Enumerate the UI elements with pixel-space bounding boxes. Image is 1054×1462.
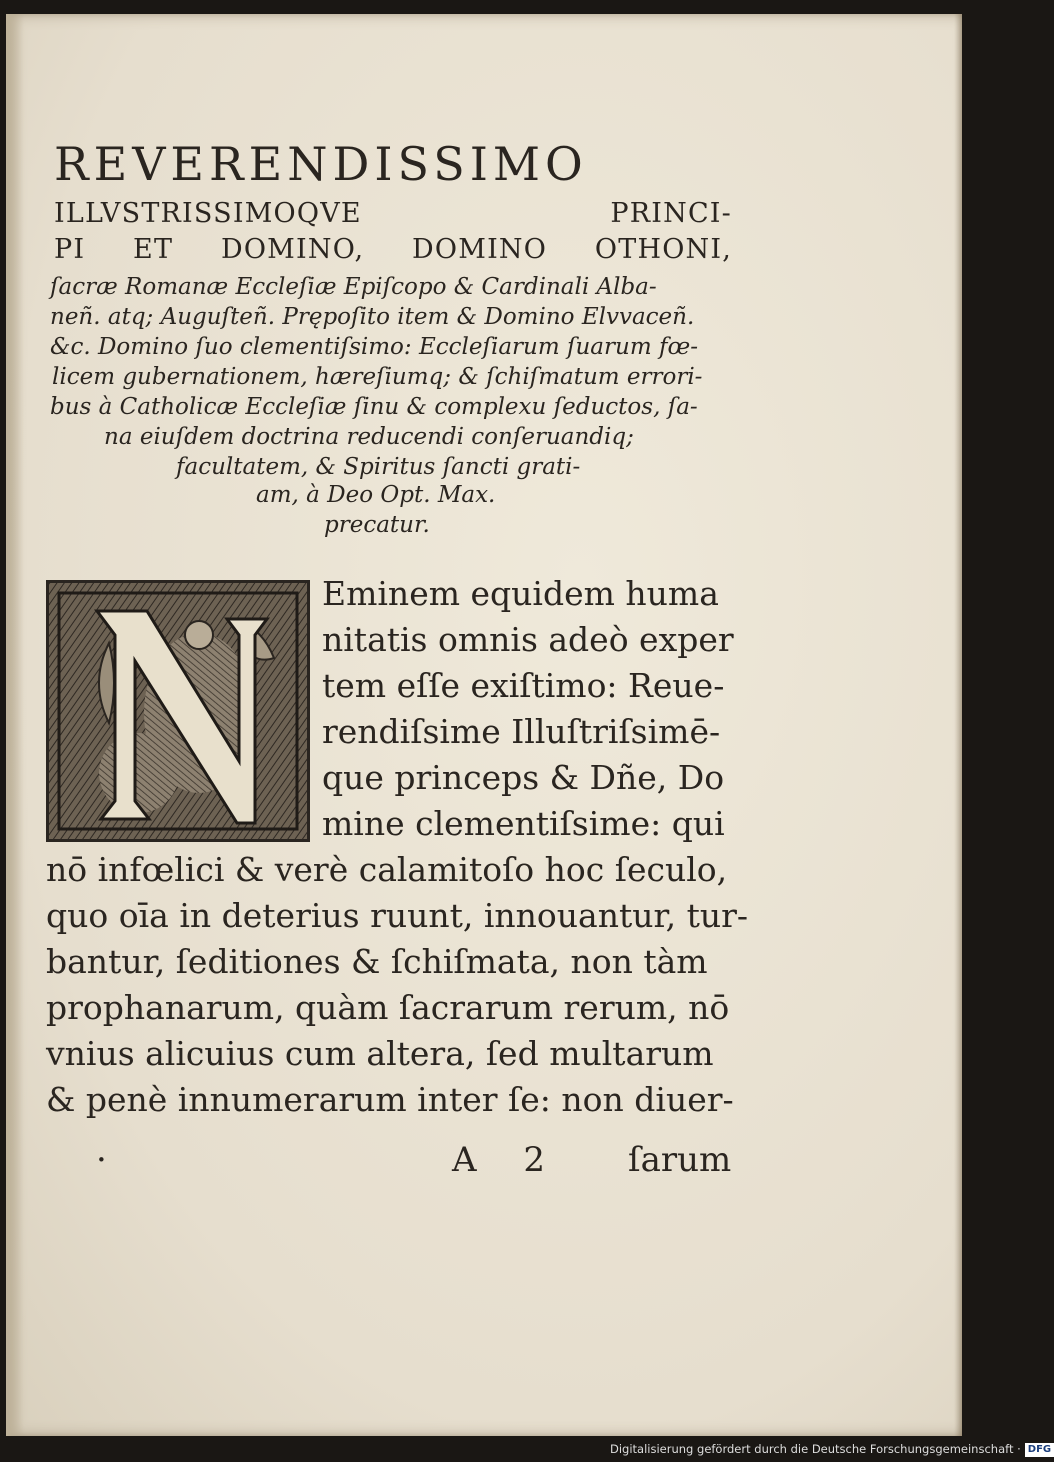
heading-line-3: PI ET DOMINO, DOMINO OTHONI, — [54, 234, 732, 265]
body-line-6: mine clementiſsime: qui — [322, 804, 725, 843]
heading-line-11: am, à Deo Opt. Max. — [256, 482, 496, 508]
woodcut-initial-letter-icon — [46, 580, 310, 842]
body-line-2: nitatis omnis adeò exper — [322, 620, 734, 659]
body-line-7: nō infœlici & verè calamitoſo hoc ſeculo, — [46, 850, 728, 889]
heading-line-2: ILLVSTRISSIMOQVE PRINCI- — [54, 198, 732, 229]
body-line-5: que princeps & Dñe, Do — [322, 758, 725, 797]
body-line-8: quo oīa in deterius ruunt, innouantur, tur- — [46, 896, 749, 935]
footer-text: Digitalisierung gefördert durch die Deutsche Forschungsgemeinschaft · — [610, 1442, 1021, 1456]
woodcut-illustration-icon — [49, 583, 307, 839]
body-line-4: rendiſsime Illuſtriſsimē- — [322, 712, 721, 751]
body-line-1: Eminem equidem huma — [322, 574, 719, 613]
digitization-footer — [610, 1440, 1052, 1458]
body-line-3: tem eſſe exiſtimo: Reue- — [322, 666, 725, 705]
heading-line-6: &c. Domino ſuo clementiſsimo: Eccleſiarum ſuarum fœ- — [50, 334, 698, 360]
heading-line-5: neñ. atq; Auguſteñ. Prępoſito item & Domino Elvvaceñ. — [50, 304, 695, 330]
heading-line-8: bus à Catholicæ Eccleſiæ ſinu & complexu ſeductos, ſa- — [50, 394, 698, 420]
page-spine-shadow — [6, 14, 24, 1436]
heading-line-12: precatur. — [324, 512, 430, 538]
dfg-logo: DFG — [1025, 1443, 1054, 1457]
page-edge-shadow — [954, 14, 962, 1436]
heading-line-10: facultatem, & Spiritus ſancti grati- — [176, 454, 581, 480]
signature-mark: A 2 — [452, 1140, 563, 1180]
body-line-9: bantur, ſeditiones & ſchiſmata, non tàm — [46, 942, 708, 981]
body-line-11: vnius alicuius cum altera, ſed multarum — [46, 1034, 714, 1073]
heading-line-7: licem gubernationem, hæreſiumq; & ſchiſmatum errori- — [52, 364, 703, 390]
body-line-12: & penè innumerarum inter ſe: non diuer- — [46, 1080, 734, 1119]
heading-line-9: na eiuſdem doctrina reducendi conſeruandiq; — [104, 424, 634, 450]
catchline-dot: · — [96, 1140, 107, 1180]
catchword: ſarum — [628, 1140, 732, 1180]
book-page — [6, 14, 962, 1436]
heading-line-1: REVERENDISSIMO — [54, 137, 588, 191]
body-line-10: prophanarum, quàm ſacrarum rerum, nō — [46, 988, 730, 1027]
heading-line-4: ſacræ Romanæ Eccleſiæ Epiſcopo & Cardinali Alba- — [50, 274, 657, 300]
